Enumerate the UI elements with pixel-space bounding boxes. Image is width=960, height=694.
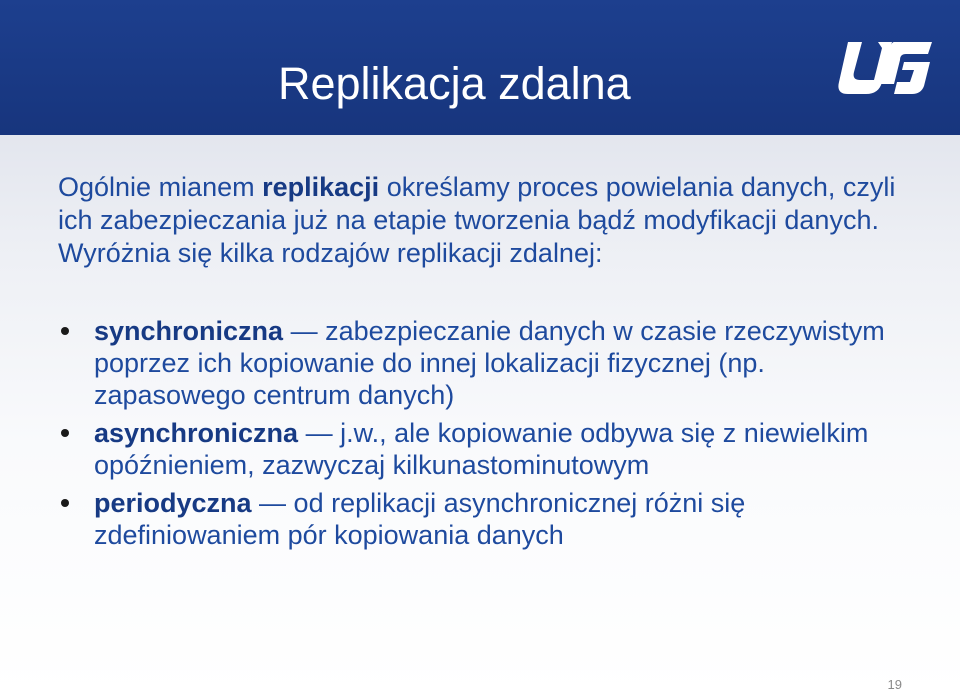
slide-body <box>0 135 960 694</box>
page-number: 19 <box>887 677 902 692</box>
bullet-term: synchroniczna <box>94 316 284 346</box>
intro-paragraph <box>58 171 908 270</box>
intro-text-1: Ogólnie mianem <box>58 172 263 202</box>
bullet-dot-icon <box>61 499 69 507</box>
list-item <box>58 417 918 481</box>
list-item <box>58 315 918 411</box>
slide-header <box>0 0 960 135</box>
intro-text-2: określamy proces powielania danych, czyli ich zabezpieczania już na etapie tworzenia bądź modyfikacji danych. Wyróżnia się kilka rodzajów replikacji zdalnej: <box>58 172 896 268</box>
bullet-dot-icon <box>61 327 69 335</box>
bullet-term: periodyczna <box>94 488 252 518</box>
list-item <box>58 487 918 551</box>
bullet-text: — od replikacji asynchronicznej różni się zdefiniowaniem pór kopiowania danych <box>94 488 746 550</box>
bullet-dot-icon <box>61 429 69 437</box>
bullet-list <box>58 315 918 557</box>
intro-bold-term: replikacji <box>262 172 380 202</box>
university-logo-icon <box>834 36 934 100</box>
slide-title: Replikacja zdalna <box>278 58 631 109</box>
bullet-term: asynchroniczna <box>94 418 299 448</box>
bullet-text: — zabezpieczanie danych w czasie rzeczywistym poprzez ich kopiowanie do innej lokalizacji fizycznej (np. zapasowego centrum danych) <box>94 316 885 410</box>
bullet-text: — j.w., ale kopiowanie odbywa się z niewielkim opóźnieniem, zazwyczaj kilkunastominutowym <box>94 418 869 480</box>
